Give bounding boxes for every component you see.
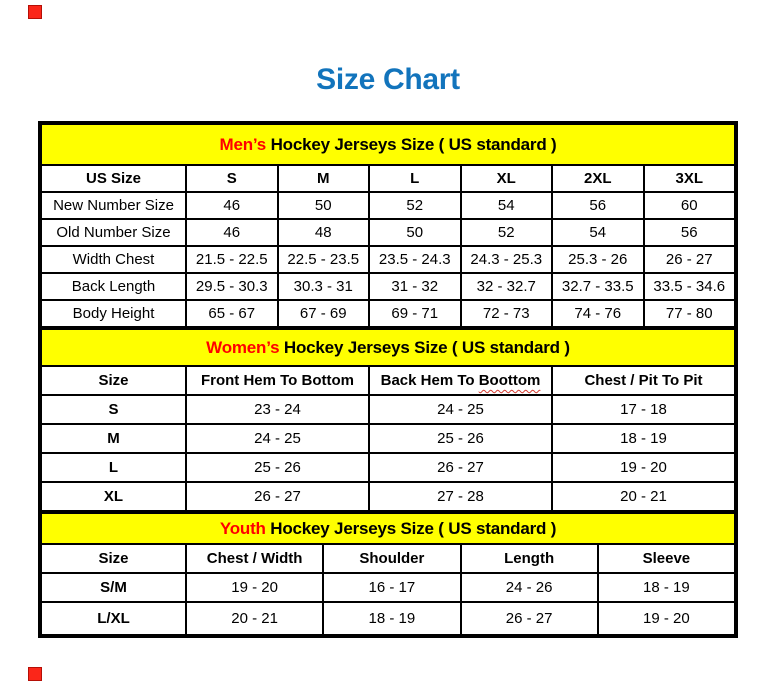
size-value-cell: 24.3 - 25.3 [461, 246, 553, 273]
size-label-cell: L [41, 453, 186, 482]
header-cell: Size [41, 544, 186, 573]
size-value-cell: 50 [278, 192, 370, 219]
size-value-cell: 17 - 18 [552, 395, 735, 424]
youth-size-row [41, 602, 735, 635]
size-value-cell: 69 - 71 [369, 300, 461, 327]
header-cell: Size [41, 366, 186, 395]
size-value-cell: 74 - 76 [552, 300, 644, 327]
size-value-cell: 29.5 - 30.3 [186, 273, 278, 300]
mens-size-row [41, 192, 735, 219]
size-value-cell: 32 - 32.7 [461, 273, 553, 300]
womens-size-row [41, 453, 735, 482]
size-label-cell: L/XL [41, 602, 186, 635]
size-value-cell: 26 - 27 [369, 453, 552, 482]
size-value-cell: 18 - 19 [552, 424, 735, 453]
youth-header-row [41, 544, 735, 573]
womens-size-table [40, 328, 736, 512]
header-cell: 2XL [552, 165, 644, 192]
size-label-cell: New Number Size [41, 192, 186, 219]
mens-size-row [41, 246, 735, 273]
youth-section-banner [41, 513, 735, 544]
header-cell: Chest / Width [186, 544, 323, 573]
size-chart-tables [38, 121, 738, 638]
size-value-cell: 77 - 80 [644, 300, 736, 327]
header-cell: 3XL [644, 165, 736, 192]
red-square-marker-bottom [28, 667, 42, 681]
size-value-cell: 16 - 17 [323, 573, 460, 602]
page-title: Size Chart [316, 63, 460, 96]
size-value-cell: 48 [278, 219, 370, 246]
size-label-cell: S/M [41, 573, 186, 602]
womens-size-row [41, 424, 735, 453]
size-value-cell: 52 [369, 192, 461, 219]
size-value-cell: 50 [369, 219, 461, 246]
size-value-cell: 18 - 19 [323, 602, 460, 635]
header-cell: Front Hem To Bottom [186, 366, 369, 395]
size-value-cell: 26 - 27 [461, 602, 598, 635]
banner-highlight-word: Youth [219, 518, 266, 538]
size-value-cell: 26 - 27 [186, 482, 369, 511]
banner-highlight-word: Men’s [219, 134, 267, 154]
size-value-cell: 22.5 - 23.5 [278, 246, 370, 273]
size-value-cell: 20 - 21 [186, 602, 323, 635]
mens-section-banner [41, 124, 735, 165]
header-cell: Chest / Pit To Pit [552, 366, 735, 395]
size-value-cell: 26 - 27 [644, 246, 736, 273]
size-value-cell: 19 - 20 [598, 602, 735, 635]
size-value-cell: 33.5 - 34.6 [644, 273, 736, 300]
header-cell: XL [461, 165, 553, 192]
misspelled-word: Boottom [478, 372, 541, 389]
header-cell: S [186, 165, 278, 192]
size-value-cell: 54 [552, 219, 644, 246]
size-value-cell: 67 - 69 [278, 300, 370, 327]
mens-size-row [41, 219, 735, 246]
mens-header-row [41, 165, 735, 192]
red-square-marker-top [28, 5, 42, 19]
header-cell: Shoulder [323, 544, 460, 573]
header-cell: L [369, 165, 461, 192]
header-cell: Length [461, 544, 598, 573]
size-value-cell: 24 - 25 [369, 395, 552, 424]
size-label-cell: Back Length [41, 273, 186, 300]
header-cell: Back Hem To Boottom [369, 366, 552, 395]
size-value-cell: 21.5 - 22.5 [186, 246, 278, 273]
youth-size-row [41, 573, 735, 602]
size-value-cell: 19 - 20 [552, 453, 735, 482]
womens-header-row [41, 366, 735, 395]
youth-size-table [40, 512, 736, 636]
banner-rest-text: Hockey Jerseys Size ( US standard ) [279, 337, 570, 357]
size-value-cell: 27 - 28 [369, 482, 552, 511]
mens-size-row [41, 273, 735, 300]
size-value-cell: 19 - 20 [186, 573, 323, 602]
size-label-cell: XL [41, 482, 186, 511]
size-value-cell: 56 [644, 219, 736, 246]
size-label-cell: M [41, 424, 186, 453]
size-value-cell: 65 - 67 [186, 300, 278, 327]
mens-size-row [41, 300, 735, 327]
womens-size-row [41, 395, 735, 424]
size-value-cell: 30.3 - 31 [278, 273, 370, 300]
header-cell: US Size [41, 165, 186, 192]
banner-rest-text: Hockey Jerseys Size ( US standard ) [266, 134, 557, 154]
size-value-cell: 25 - 26 [369, 424, 552, 453]
size-value-cell: 20 - 21 [552, 482, 735, 511]
size-value-cell: 72 - 73 [461, 300, 553, 327]
header-cell: Sleeve [598, 544, 735, 573]
banner-rest-text: Hockey Jerseys Size ( US standard ) [265, 518, 557, 538]
size-value-cell: 60 [644, 192, 736, 219]
size-label-cell: S [41, 395, 186, 424]
size-label-cell: Width Chest [41, 246, 186, 273]
size-value-cell: 31 - 32 [369, 273, 461, 300]
size-value-cell: 46 [186, 192, 278, 219]
size-value-cell: 46 [186, 219, 278, 246]
size-value-cell: 23 - 24 [186, 395, 369, 424]
size-value-cell: 23.5 - 24.3 [369, 246, 461, 273]
banner-highlight-word: Women’s [206, 337, 280, 357]
size-label-cell: Body Height [41, 300, 186, 327]
header-cell: M [278, 165, 370, 192]
size-value-cell: 24 - 25 [186, 424, 369, 453]
size-value-cell: 52 [461, 219, 553, 246]
womens-section-banner [41, 329, 735, 366]
size-value-cell: 25.3 - 26 [552, 246, 644, 273]
womens-size-row [41, 482, 735, 511]
size-value-cell: 24 - 26 [461, 573, 598, 602]
size-value-cell: 54 [461, 192, 553, 219]
size-value-cell: 25 - 26 [186, 453, 369, 482]
size-value-cell: 56 [552, 192, 644, 219]
size-label-cell: Old Number Size [41, 219, 186, 246]
mens-size-table [40, 123, 736, 328]
size-value-cell: 18 - 19 [598, 573, 735, 602]
size-value-cell: 32.7 - 33.5 [552, 273, 644, 300]
